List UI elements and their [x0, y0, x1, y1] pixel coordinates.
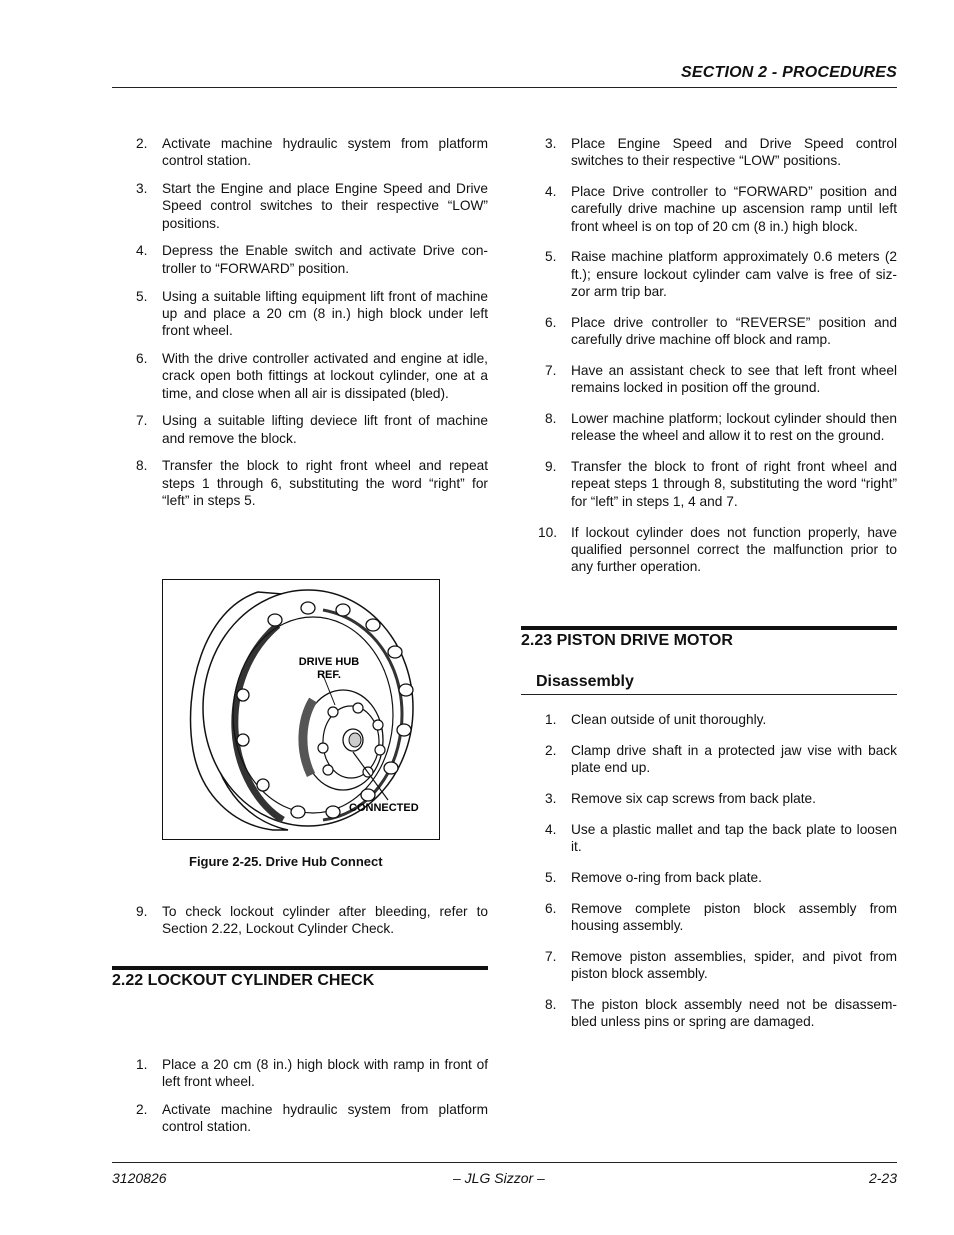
item-number: 6.	[545, 900, 557, 916]
item-text: Place Drive controller to “FORWARD” position and carefully drive machine up ascension ramp until left front wheel is on top of 20 cm (8 in.) high block.	[571, 184, 897, 234]
item-text: Place a 20 cm (8 in.) high block with ramp in front of left front wheel.	[162, 1057, 488, 1090]
list-item	[521, 821, 897, 856]
section-222-bar	[112, 966, 488, 970]
item-text: Using a suitable lifting equipment lift front of machine up and place a 20 cm (8 in.) high block under left front wheel.	[162, 288, 488, 339]
item-number: 5.	[545, 249, 557, 265]
list-item	[521, 869, 897, 886]
item-text: Remove six cap screws from back plate.	[571, 790, 816, 806]
label-connected: CONNECTED	[349, 802, 419, 814]
item-number: 7.	[136, 413, 148, 429]
left-top-list-container	[112, 135, 488, 520]
item-number: 2.	[545, 742, 557, 758]
left-bottom-list	[112, 1056, 488, 1136]
item-text: Have an assistant check to see that left front wheel remains locked in position off the ground.	[571, 362, 897, 396]
list-item	[521, 362, 897, 397]
right-top-list	[521, 135, 897, 575]
list-item	[112, 288, 488, 340]
figure-caption: Figure 2-25. Drive Hub Connect	[189, 854, 383, 869]
item-number: 3.	[545, 790, 557, 806]
item-number: 4.	[136, 243, 148, 259]
item-number: 4.	[545, 821, 557, 837]
list-item	[521, 314, 897, 349]
list-item	[521, 996, 897, 1031]
item-number: 10.	[538, 524, 558, 540]
item-number: 3.	[545, 136, 557, 151]
item-text: Clamp drive shaft in a protected jaw vise with back plate end up.	[571, 742, 897, 776]
item-number: 2.	[136, 136, 148, 151]
item-text: The piston block assembly need not be disassem-bled unless pins or spring are damaged.	[571, 996, 897, 1030]
item-text: Activate machine hydraulic system from platform control station.	[162, 136, 488, 169]
left-item9-container	[112, 903, 488, 938]
footer-title: – JLG Sizzor –	[453, 1170, 545, 1186]
footer-page-number: 2-23	[868, 1170, 897, 1186]
section-header: SECTION 2 - PROCEDURES	[681, 64, 897, 81]
list-item	[521, 183, 897, 235]
item-number: 6.	[136, 350, 148, 366]
list-item	[112, 412, 488, 447]
item-text: Clean outside of unit thoroughly.	[571, 712, 767, 727]
list-item	[112, 903, 488, 938]
list-item	[521, 742, 897, 777]
item-text: Remove complete piston block assembly from housing assembly.	[571, 900, 897, 933]
list-item	[112, 180, 488, 232]
list-item	[112, 242, 488, 277]
item-number: 9.	[136, 904, 148, 919]
item-number: 2.	[136, 1102, 148, 1118]
label-ref: REF.	[317, 669, 341, 681]
item-number: 7.	[545, 948, 557, 964]
item-number: 4.	[545, 184, 557, 200]
item-text: Using a suitable lifting deviece lift front of machine and remove the block.	[162, 413, 488, 446]
list-item	[521, 948, 897, 983]
list-item	[112, 1056, 488, 1091]
item-number: 1.	[136, 1057, 148, 1072]
item-number: 5.	[545, 869, 557, 885]
item-text: Raise machine platform approximately 0.6 meters (2 ft.); ensure lockout cylinder cam valve is free of siz-zor arm trip bar.	[571, 249, 897, 300]
left-bottom-list-container	[112, 1056, 488, 1146]
list-item	[112, 135, 488, 170]
left-top-list	[112, 135, 488, 509]
item-text: Place Engine Speed and Drive Speed control switches to their respective “LOW” positions.	[571, 136, 897, 169]
subsection-rule	[521, 694, 897, 695]
item-text: Activate machine hydraulic system from platform control station.	[162, 1102, 488, 1135]
list-item	[521, 900, 897, 935]
item-text: Place drive controller to “REVERSE” position and carefully drive machine off block and ramp.	[571, 314, 897, 348]
list-item	[521, 248, 897, 300]
list-item	[521, 458, 897, 510]
item-number: 8.	[545, 411, 557, 427]
label-drive-hub: DRIVE HUB	[298, 656, 360, 668]
item-text: Start the Engine and place Engine Speed and Drive Speed control switches to their respective “LOW” positions.	[162, 181, 488, 231]
item-number: 7.	[545, 362, 557, 378]
section-223-bar	[521, 626, 897, 630]
drive-hub-illustration	[163, 580, 438, 838]
item-text: Lower machine platform; lockout cylinder should then release the wheel and allow it to rest on the ground.	[571, 411, 897, 444]
item-text: To check lockout cylinder after bleeding, refer to Section 2.22, Lockout Cylinder Check.	[162, 904, 488, 937]
item-text: With the drive controller activated and engine at idle, crack open both fittings at lockout cylinder, one at a time, and close when all air is dissipated (bled).	[162, 350, 488, 401]
item-text: Use a plastic mallet and tap the back plate to loosen it.	[571, 821, 897, 854]
footer-doc-number: 3120826	[112, 1170, 167, 1186]
footer-rule	[112, 1162, 897, 1163]
list-item	[112, 1101, 488, 1136]
list-item	[521, 711, 897, 728]
item-text: Transfer the block to front of right front wheel and repeat steps 1 through 8, substituting the word “right” for “left” in steps 1, 4 and 7.	[571, 459, 897, 509]
item-text: Remove piston assemblies, spider, and pivot from piston block assembly.	[571, 948, 897, 981]
item-text: If lockout cylinder does not function properly, have qualified personnel correct the malfunction prior to any further operation.	[571, 524, 897, 575]
item-text: Remove o-ring from back plate.	[571, 869, 762, 885]
disassembly-subtitle: Disassembly	[536, 673, 634, 690]
item-number: 1.	[545, 712, 557, 727]
item-number: 5.	[136, 288, 148, 304]
item-number: 3.	[136, 181, 148, 197]
item-text: Depress the Enable switch and activate Drive con-troller to “FORWARD” position.	[162, 243, 488, 276]
item-text: Transfer the block to right front wheel and repeat steps 1 through 6, substituting the word “right” for “left” in steps 5.	[162, 458, 488, 509]
list-item	[521, 135, 897, 170]
right-bottom-list-container	[521, 711, 897, 1044]
right-bottom-list	[521, 711, 897, 1030]
item-number: 9.	[545, 459, 557, 475]
list-item	[521, 524, 897, 576]
list-item	[521, 410, 897, 445]
section-222-title: 2.22 LOCKOUT CYLINDER CHECK	[112, 972, 375, 989]
list-item	[521, 790, 897, 807]
header-rule	[112, 87, 897, 88]
item-number: 8.	[136, 458, 148, 474]
list-item	[112, 457, 488, 509]
right-top-list-container	[521, 135, 897, 589]
section-223-title: 2.23 PISTON DRIVE MOTOR	[521, 632, 733, 649]
list-item	[112, 350, 488, 402]
drive-hub-figure	[162, 579, 440, 840]
item-number: 6.	[545, 314, 557, 330]
item-number: 8.	[545, 996, 557, 1012]
